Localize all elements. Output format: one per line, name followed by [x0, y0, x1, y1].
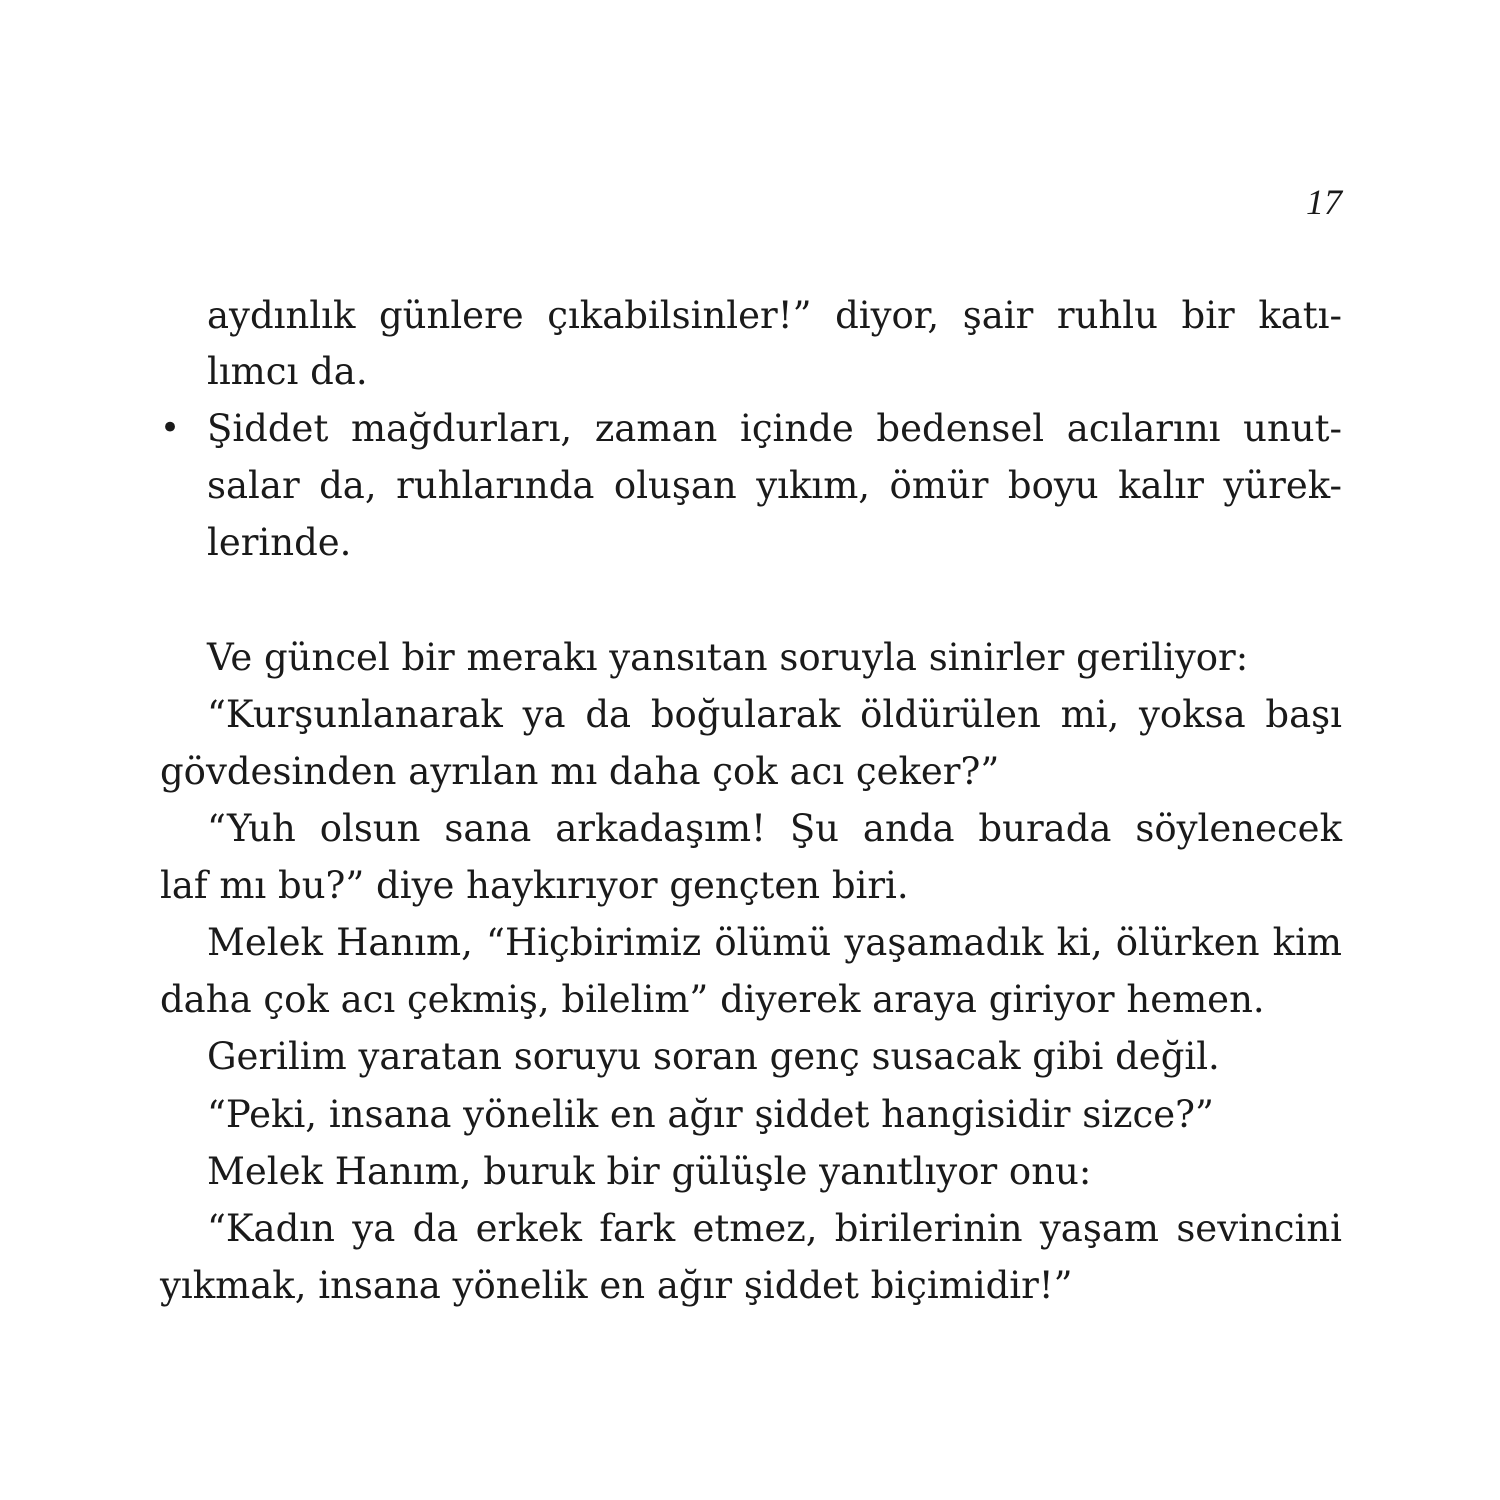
paragraph-line: “Kurşunlanarak ya da boğularak öldürülen mi, yoksa başı [207, 693, 1342, 736]
text-line: lerinde. [207, 521, 352, 564]
paragraph-line: gövdesinden ayrılan mı daha çok acı çeker?” [160, 750, 1000, 793]
text-line: Şiddet mağdurları, zaman içinde bedensel acılarını unut- [207, 407, 1342, 450]
paragraph-line: “Yuh olsun sana arkadaşım! Şu anda burada söylenecek [207, 807, 1342, 850]
paragraph-line: laf mı bu?” diye haykırıyor gençten biri. [160, 864, 909, 907]
paragraph-line: “Peki, insana yönelik en ağır şiddet hangisidir sizce?” [207, 1093, 1214, 1136]
paragraph-line: daha çok acı çekmiş, bilelim” diyerek araya giriyor hemen. [160, 978, 1265, 1021]
page-number: 17 [1306, 182, 1342, 222]
paragraph-line: yıkmak, insana yönelik en ağır şiddet biçimidir!” [160, 1264, 1073, 1307]
text-line: lımcı da. [207, 350, 368, 393]
paragraph-line: Melek Hanım, “Hiçbirimiz ölümü yaşamadık ki, ölürken kim [207, 921, 1342, 964]
text-line: salar da, ruhlarında oluşan yıkım, ömür boyu kalır yürek- [207, 464, 1342, 507]
paragraph-line: Gerilim yaratan soruyu soran genç susacak gibi değil. [207, 1035, 1220, 1078]
paragraph-line: “Kadın ya da erkek fark etmez, birilerinin yaşam sevincini [207, 1207, 1342, 1250]
paragraph-line: Melek Hanım, buruk bir gülüşle yanıtlıyor onu: [207, 1150, 1092, 1193]
text-line: aydınlık günlere çıkabilsinler!” diyor, şair ruhlu bir katı- [207, 294, 1342, 337]
paragraph-line: Ve güncel bir merakı yansıtan soruyla sinirler geriliyor: [207, 636, 1249, 679]
bullet-marker: • [160, 408, 181, 448]
